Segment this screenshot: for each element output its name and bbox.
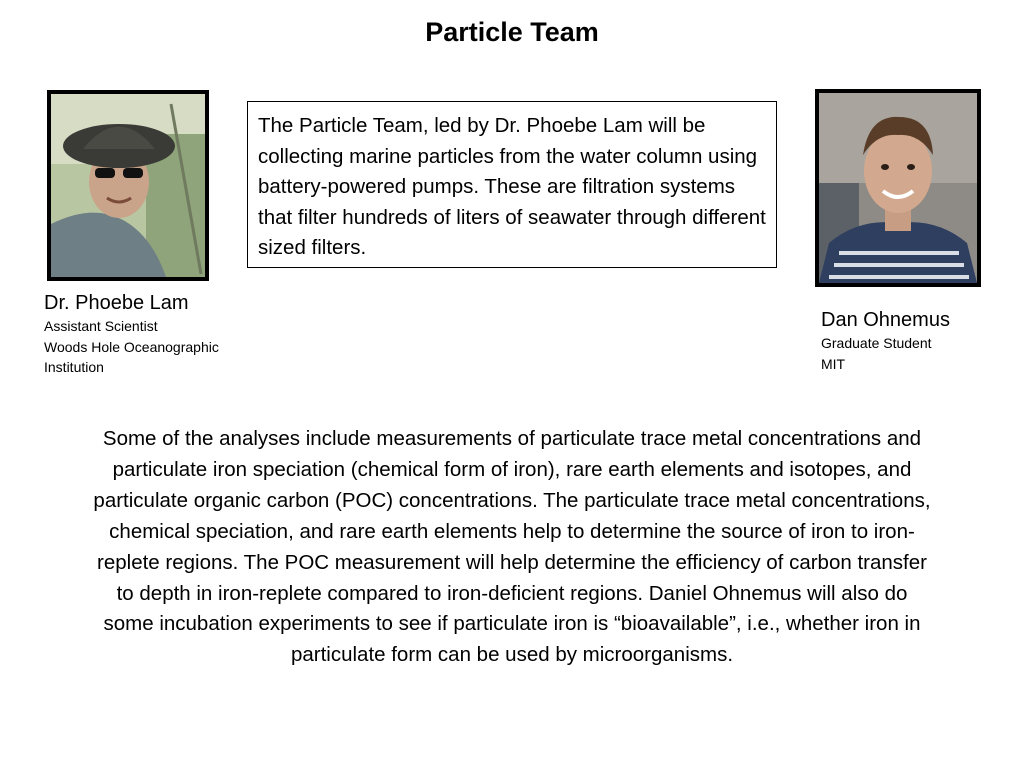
dan-ohnemus-photo	[815, 89, 981, 287]
slide-title: Particle Team	[425, 17, 599, 47]
phoebe-lam-photo	[47, 90, 209, 281]
phoebe-lam-caption	[44, 290, 264, 378]
person-name: Dan Ohnemus	[821, 309, 950, 331]
dan-ohnemus-caption	[821, 307, 1011, 374]
person-role: Graduate Student	[821, 335, 932, 351]
person-affiliation: Woods Hole Oceanographic	[44, 338, 219, 355]
analyses-description: Some of the analyses include measurements of particulate trace metal concentrations and particulate iron speciation (chemical form of iron), rare earth elements and isotopes, and particulate organic carbon (POC) concentrations. The particulate trace metal concentrations, chemical speciation, and rare earth elements help to determine the source of iron to iron-replete regions. The POC measurement will help determine the efficiency of carbon transfer to depth in iron-replete compared to iron-deficient regions. Daniel Ohnemus will also do some incubation experiments to see if particulate iron is “bioavailable”, i.e., whether iron in particulate form can be used by microorganisms.	[93, 427, 931, 667]
person-name: Dr. Phoebe Lam	[44, 292, 189, 314]
person-affiliation: MIT	[821, 355, 846, 372]
person-role: Assistant Scientist	[44, 318, 158, 334]
person-affiliation-continued: Institution	[44, 359, 104, 375]
intro-text-box: The Particle Team, led by Dr. Phoebe Lam will be collecting marine particles from the water column using battery-powered pumps. These are filtration systems that filter hundreds of liters of seawater through different sized filters.	[247, 101, 777, 268]
